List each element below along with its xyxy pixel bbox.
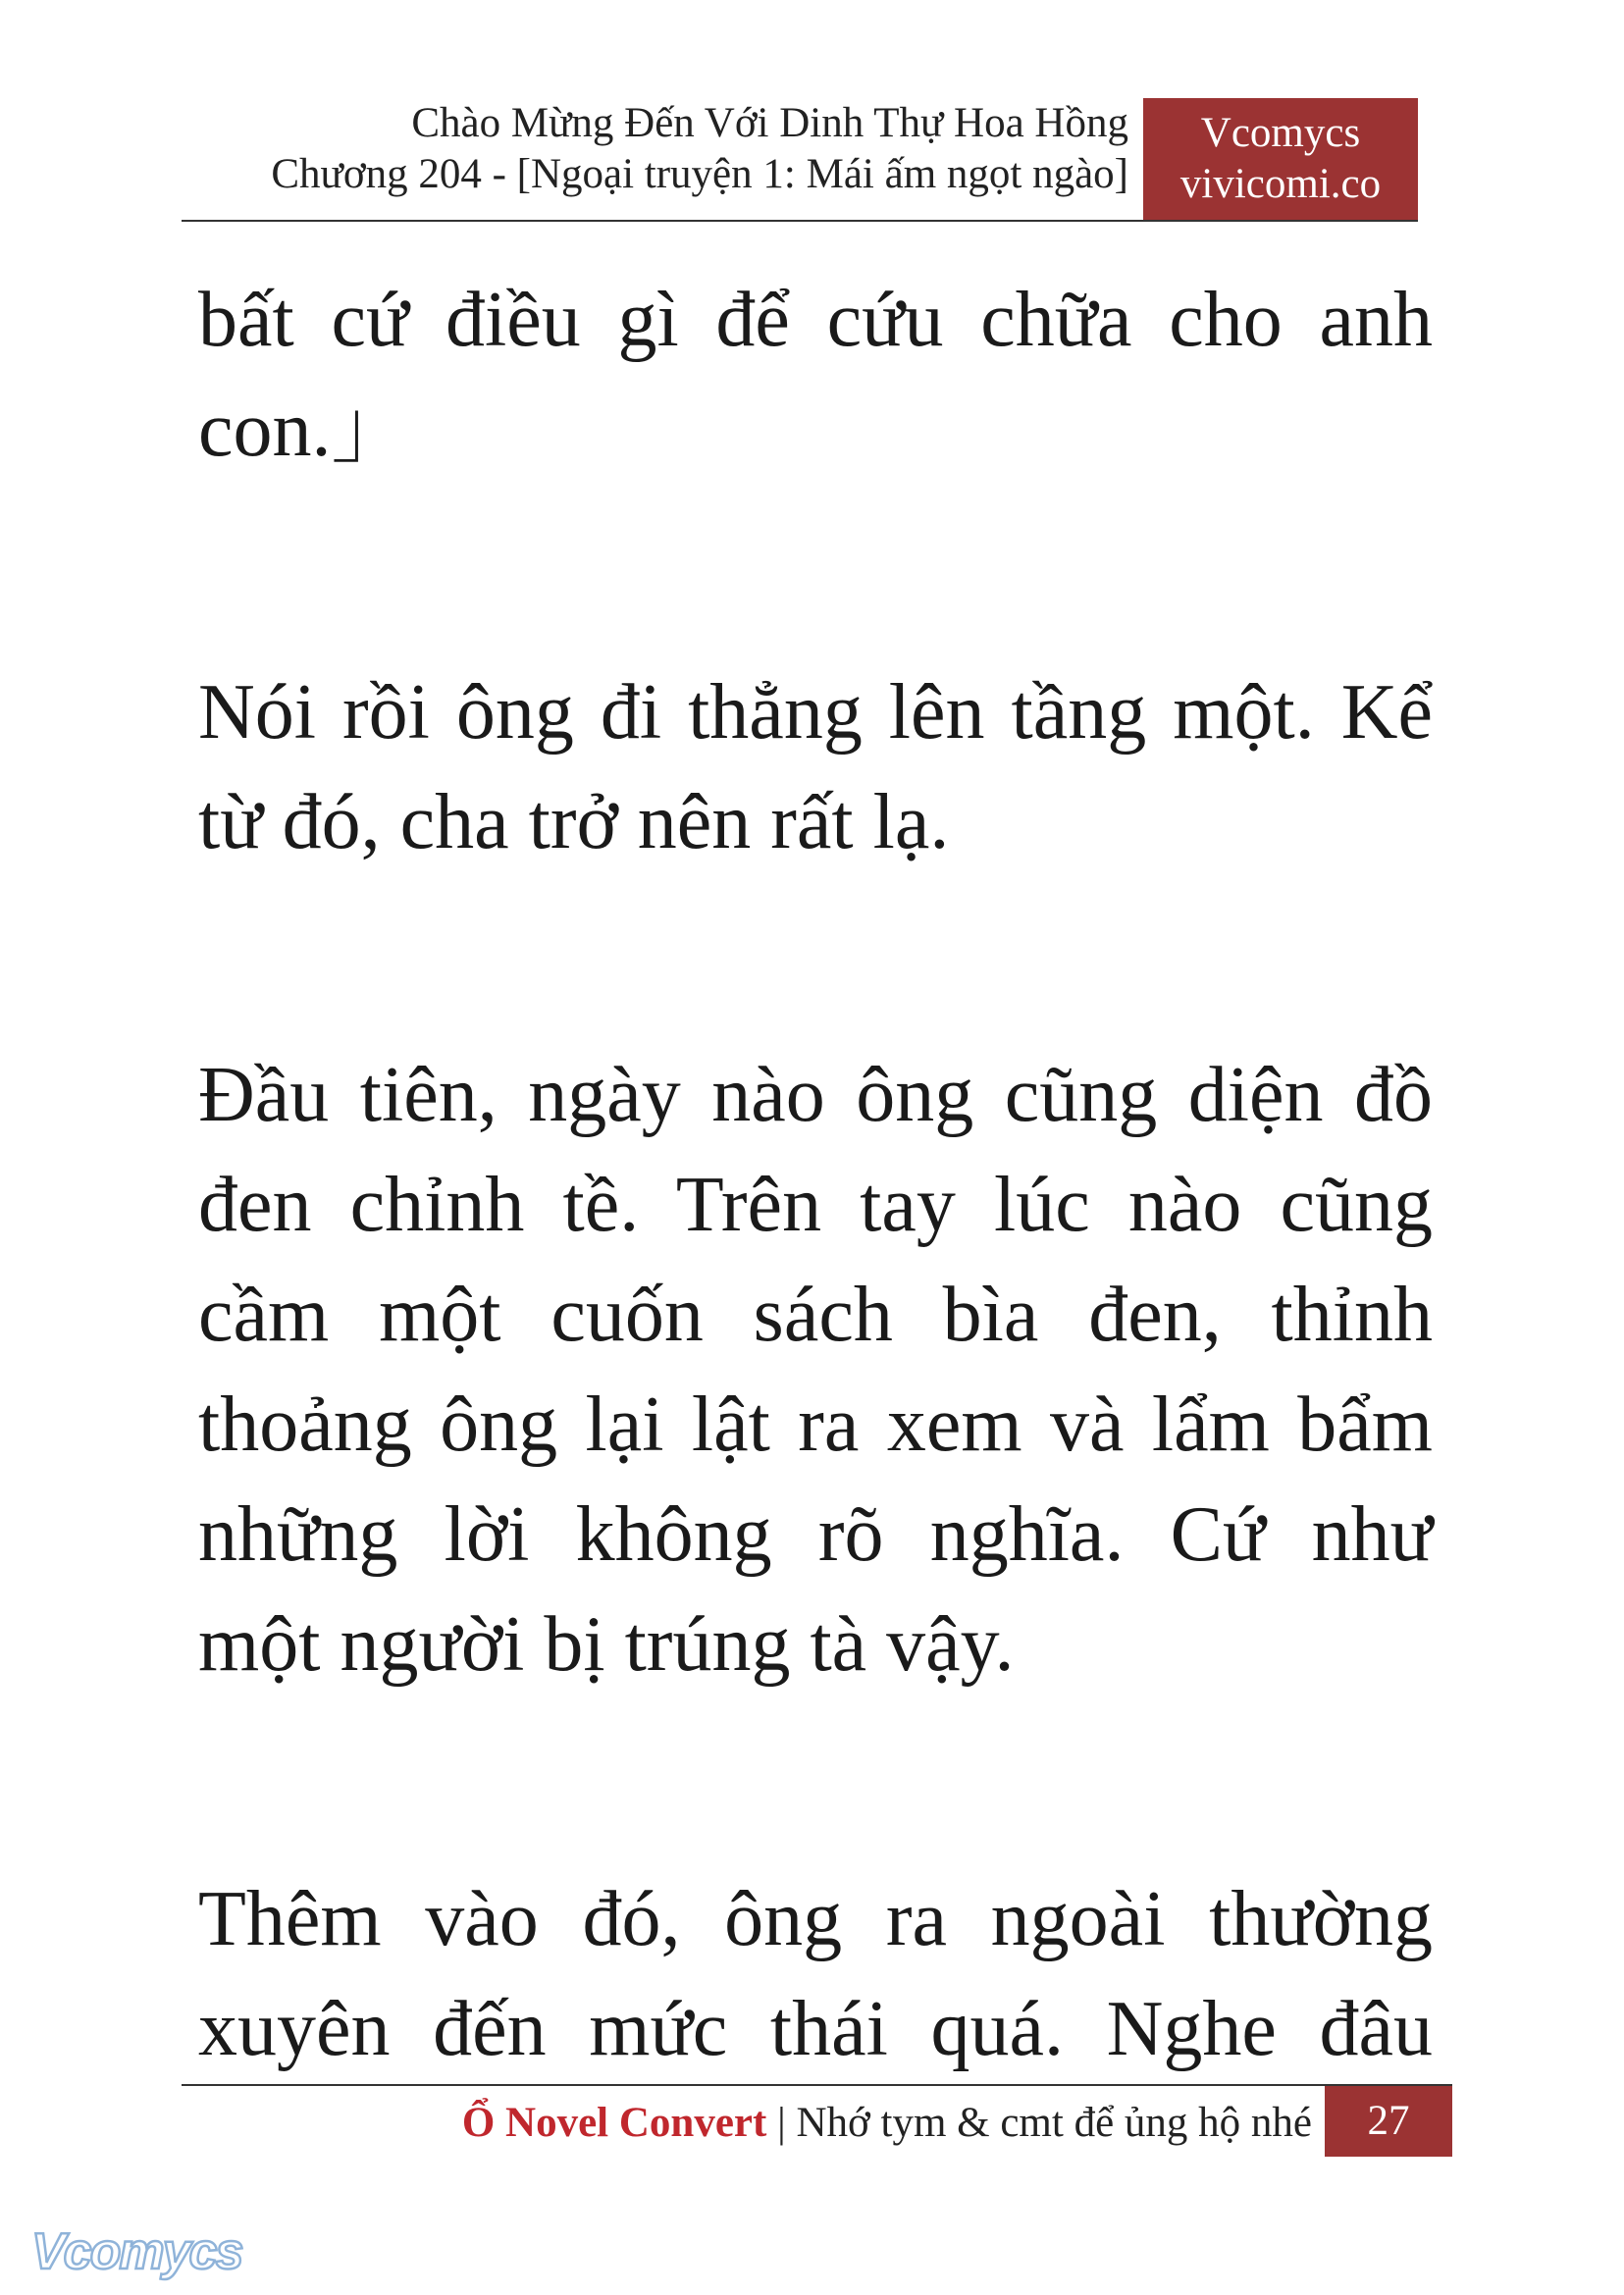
footer-brand: Ổ Novel Convert	[461, 2100, 767, 2146]
header-titles	[271, 98, 1128, 200]
page-number: 27	[1325, 2086, 1452, 2157]
text-line: một người bị trúng tà vậy.	[198, 1601, 1015, 1688]
text-line: xuyên đến mức thái quá. Nghe đâu	[198, 1986, 1433, 2072]
site-url: vivicomi.co	[1179, 161, 1382, 207]
footer-separator: |	[766, 2100, 797, 2146]
site-name: Vcomycs	[1200, 110, 1361, 156]
paragraph	[198, 1864, 1433, 2084]
site-badge	[1143, 98, 1418, 220]
paragraph	[198, 265, 1433, 485]
book-title: Chào Mừng Đến Với Dinh Thự Hoa Hồng	[411, 100, 1128, 146]
text-line: từ đó, cha trở nên rất lạ.	[198, 779, 950, 865]
text-line: Nói rồi ông đi thẳng lên tầng một. Kể	[198, 669, 1433, 756]
header-divider	[182, 220, 1418, 222]
text-line: những lời không rõ nghĩa. Cứ như	[198, 1491, 1433, 1578]
text-line: đen chỉnh tề. Trên tay lúc nào cũng	[198, 1162, 1433, 1248]
watermark-logo	[27, 2219, 253, 2288]
footer-divider	[182, 2084, 1452, 2086]
page-footer	[182, 2084, 1452, 2155]
footer-message: Nhớ tym & cmt để ủng hộ nhé	[796, 2100, 1312, 2146]
footer-text	[462, 2096, 1312, 2151]
chapter-title: Chương 204 - [Ngoại truyện 1: Mái ấm ngọt ngào]	[271, 151, 1128, 197]
text-line: thoảng ông lại lật ra xem và lẩm bẩm	[198, 1382, 1433, 1468]
text-line: Thêm vào đó, ông ra ngoài thường	[198, 1876, 1433, 1962]
paragraph	[198, 1040, 1433, 1699]
text-line: Đầu tiên, ngày nào ông cũng diện đồ	[198, 1052, 1433, 1138]
paragraph	[198, 657, 1433, 877]
svg-text:Vcomycs: Vcomycs	[31, 2223, 242, 2280]
page-header	[182, 98, 1418, 222]
text-line: con.」	[198, 387, 410, 473]
text-line: cầm một cuốn sách bìa đen, thỉnh	[198, 1272, 1433, 1358]
text-line: bất cứ điều gì để cứu chữa cho anh	[198, 277, 1433, 363]
